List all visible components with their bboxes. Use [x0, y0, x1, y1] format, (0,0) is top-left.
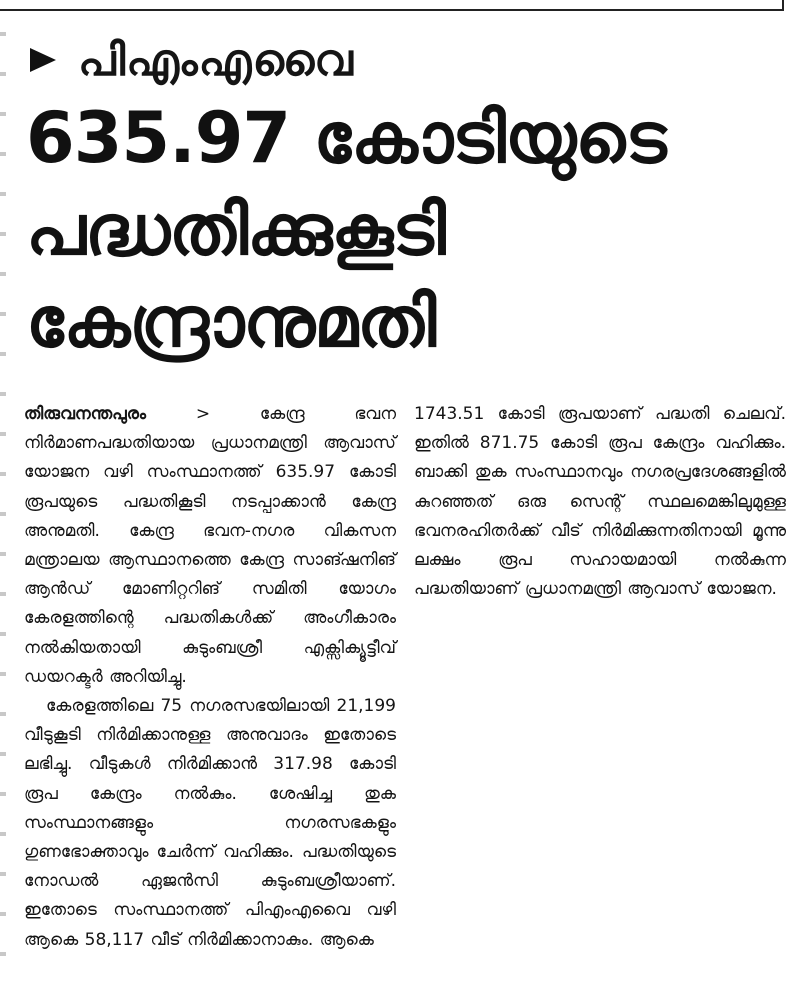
headline-line-3: കേന്ദ്രാനുമതി [26, 281, 436, 363]
page-edge-shadow [0, 12, 6, 972]
article-column-right [414, 400, 786, 955]
paragraph-1-text: കേന്ദ്ര ഭവന നിർമാണപദ്ധതിയായ പ്രധാനമന്ത്രി ആവാസ് യോജന വഴി സംസ്ഥാനത്ത് 635.97 കോടി രൂപയുടെ പദ്ധതികൂടി നടപ്പാക്കാൻ കേന്ദ്ര അനുമതി. കേന്ദ്ര ഭവന-നഗര വികസന മന്ത്രാലയ ആസ്ഥാനത്തെ കേന്ദ്ര സാങ്ഷനിങ് ആൻഡ് മോണിറ്ററിങ് സമിതി യോഗം കേരളത്തിന്റെ പദ്ധതികൾക്ക് അംഗീകാരം നൽകിയതായി കുടുംബശ്രീ എക്സിക്യൂട്ടീവ് ഡയറക്ടർ അറിയിച്ചു. [24, 404, 397, 687]
paragraph-1 [24, 400, 396, 692]
article-body [24, 400, 786, 955]
headline [26, 92, 786, 368]
kicker [30, 32, 354, 88]
dateline-marker: > [195, 404, 211, 424]
top-border-rule [0, 0, 784, 11]
paragraph-2-continued: 1743.51 കോടി രൂപയാണ് പദ്ധതി ചെലവ്. ഇതിൽ 871.75 കോടി രൂപ കേന്ദ്രം വഹിക്കും. ബാക്കി തുക സംസ്ഥാനവും നഗരപ്രദേശങ്ങളിൽ കുറഞ്ഞത് ഒരു സെന്റ് സ്ഥലമെങ്കിലുമുള്ള ഭവനരഹിതർക്ക് വീട് നിർമിക്കുന്നതിനായി മൂന്നു ലക്ഷം രൂപ സഹായമായി നൽകുന്ന പദ്ധതിയാണ് പ്രധാനമന്ത്രി ആവാസ് യോജന. [414, 404, 786, 600]
paragraph-2: കേരളത്തിലെ 75 നഗരസഭയിലായി 21,199 വീടുകൂടി നിർമിക്കാനുള്ള അനുവാദം ഇതോടെ ലഭിച്ചു. വീടുകൾ നിർമിക്കാൻ 317.98 കോടി രൂപ കേന്ദ്രം നൽകും. ശേഷിച്ച തുക സംസ്ഥാനങ്ങളും നഗരസഭകളും ഗുണഭോക്താവും ചേർന്ന് വഹിക്കും. പദ്ധതിയുടെ നോഡൽ ഏജൻസി കുടുംബശ്രീയാണ്. ഇതോടെ സംസ്ഥാനത്ത് പിഎംഎവൈ വഴി ആകെ 58,117 വീട് നിർമിക്കാനാകും. ആകെ [24, 696, 396, 950]
headline-line-2: പദ്ധതിക്കുകൂടി [26, 189, 445, 271]
kicker-text: പിഎംഎവൈ [78, 34, 354, 86]
headline-line-1: 635.97 കോടിയുടെ [26, 97, 666, 179]
triangle-arrow-icon [30, 48, 56, 72]
dateline: തിരുവനന്തപുരം [24, 404, 146, 424]
article-column-left [24, 400, 396, 955]
